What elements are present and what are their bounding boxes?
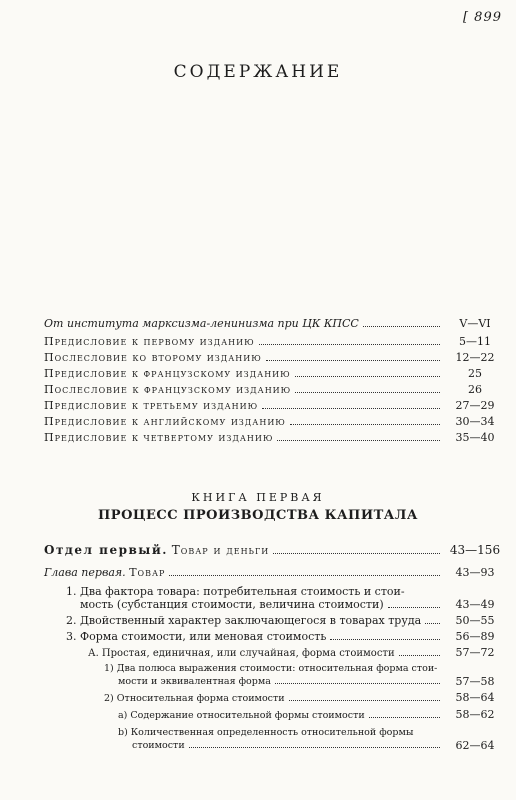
dot-leader xyxy=(425,623,440,624)
dot-leader xyxy=(189,747,440,748)
chapter-prefix: Глава первая. xyxy=(44,566,126,579)
toc-item-pages: 58—64 xyxy=(455,691,495,704)
toc-item-pages: 57—58 xyxy=(455,675,495,688)
dot-leader xyxy=(369,717,440,718)
dot-leader xyxy=(363,326,440,327)
toc-entry-label: Предисловие к четвертому изданию xyxy=(44,431,274,444)
section-prefix: Отдел первый. xyxy=(44,543,168,557)
toc-item[interactable] xyxy=(66,614,506,628)
toc-item-pages: 57—72 xyxy=(455,646,495,659)
dot-leader xyxy=(273,553,440,554)
toc-item-pages: 62—64 xyxy=(455,739,495,752)
toc-entry-label: Предисловие к третьему изданию xyxy=(44,399,259,412)
chapter-entry[interactable] xyxy=(44,566,506,580)
book-subtitle: ПРОЦЕСС ПРОИЗВОДСТВА КАПИТАЛА xyxy=(98,508,418,523)
toc-entry-pages: 25 xyxy=(468,367,482,380)
dot-leader xyxy=(290,424,440,425)
toc-item-label: a) Содержание относительной формы стоимости xyxy=(118,710,365,721)
section-pages: 43—156 xyxy=(449,543,501,557)
toc-entry[interactable] xyxy=(44,335,506,349)
toc-entry[interactable] xyxy=(44,399,506,413)
toc-entry[interactable] xyxy=(44,415,506,429)
book-title: КНИГА ПЕРВАЯ xyxy=(191,491,325,504)
toc-item-label: 2) Относительная форма стоимости xyxy=(104,693,285,704)
dot-leader xyxy=(275,683,440,684)
toc-item-text xyxy=(104,662,444,688)
toc-entry-label: Послесловие ко второму изданию xyxy=(44,351,262,364)
toc-entry-pages: 30—34 xyxy=(455,415,495,428)
toc-item[interactable] xyxy=(118,708,506,723)
toc-item-text xyxy=(66,585,444,611)
toc-item[interactable] xyxy=(66,585,506,611)
toc-entry-label: Предисловие к французскому изданию xyxy=(44,367,291,380)
toc-entry-label: От института марксизма-ленинизма при ЦК КПСС xyxy=(44,317,359,330)
dot-leader xyxy=(169,575,440,576)
dot-leader xyxy=(295,392,440,393)
toc-entry[interactable] xyxy=(44,367,506,381)
toc-item-line1: 1) Два полюса выражения стоимости: относительная форма стои- xyxy=(104,663,438,674)
section-entry[interactable] xyxy=(44,543,506,557)
toc-entry-label: Предисловие к английскому изданию xyxy=(44,415,286,428)
toc-item-line1: 1. Два фактора товара: потребительная стоимость и стои- xyxy=(66,585,405,598)
toc-entry-label: Послесловие к французскому изданию xyxy=(44,383,292,396)
toc-item[interactable] xyxy=(104,662,506,688)
toc-entry-pages: 35—40 xyxy=(455,431,495,444)
toc-entry-pages: 12—22 xyxy=(455,351,495,364)
dot-leader xyxy=(259,344,440,345)
toc-entry-label: Предисловие к первому изданию xyxy=(44,335,255,348)
toc-item-pages: 56—89 xyxy=(455,630,495,643)
toc-item-line2: стоимости xyxy=(132,740,185,751)
toc-entry[interactable] xyxy=(44,351,506,365)
toc-item-label: 3. Форма стоимости, или меновая стоимость xyxy=(66,630,327,643)
dot-leader xyxy=(399,655,440,656)
toc-entry-pages: 5—11 xyxy=(459,335,491,348)
toc-item[interactable] xyxy=(104,691,506,706)
toc-item-line2: мости и эквивалентная форма xyxy=(118,676,271,687)
toc-item-label: А. Простая, единичная, или случайная, форма стоимости xyxy=(88,648,395,659)
toc-entry-pages: 27—29 xyxy=(455,399,495,412)
toc-item[interactable] xyxy=(66,630,506,644)
toc-item-pages: 50—55 xyxy=(455,614,495,627)
toc-item[interactable] xyxy=(118,726,506,752)
chapter-title: Товар xyxy=(129,566,166,579)
toc-entry[interactable] xyxy=(44,431,506,445)
dot-leader xyxy=(289,700,440,701)
dot-leader xyxy=(266,360,440,361)
dot-leader xyxy=(262,408,440,409)
toc-entry[interactable] xyxy=(44,383,506,397)
toc-item[interactable] xyxy=(88,646,506,661)
toc-item-label: 2. Двойственный характер заключающегося в товарах труда xyxy=(66,614,422,627)
toc-item-pages: 58—62 xyxy=(455,708,495,721)
toc-item-line2: мость (субстанция стоимости, величина стоимости) xyxy=(80,598,384,611)
dot-leader xyxy=(277,440,440,441)
section-title: Товар и деньги xyxy=(171,543,270,557)
toc-item-text xyxy=(118,726,444,752)
toc-entry-pages: V—VI xyxy=(459,317,491,330)
toc-item-pages: 43—49 xyxy=(455,598,495,611)
dot-leader xyxy=(388,607,440,608)
toc-entry-pages: 26 xyxy=(468,383,482,396)
chapter-pages: 43—93 xyxy=(455,566,495,579)
toc-item-line1: b) Количественная определенность относительной формы xyxy=(118,727,414,738)
chapter-label xyxy=(44,566,165,580)
section-label xyxy=(44,543,269,557)
dot-leader xyxy=(330,639,440,640)
dot-leader xyxy=(295,376,440,377)
toc-entry[interactable] xyxy=(44,317,506,331)
page-number: [ 899 xyxy=(462,10,502,25)
toc-heading: СОДЕРЖАНИЕ xyxy=(173,62,343,82)
